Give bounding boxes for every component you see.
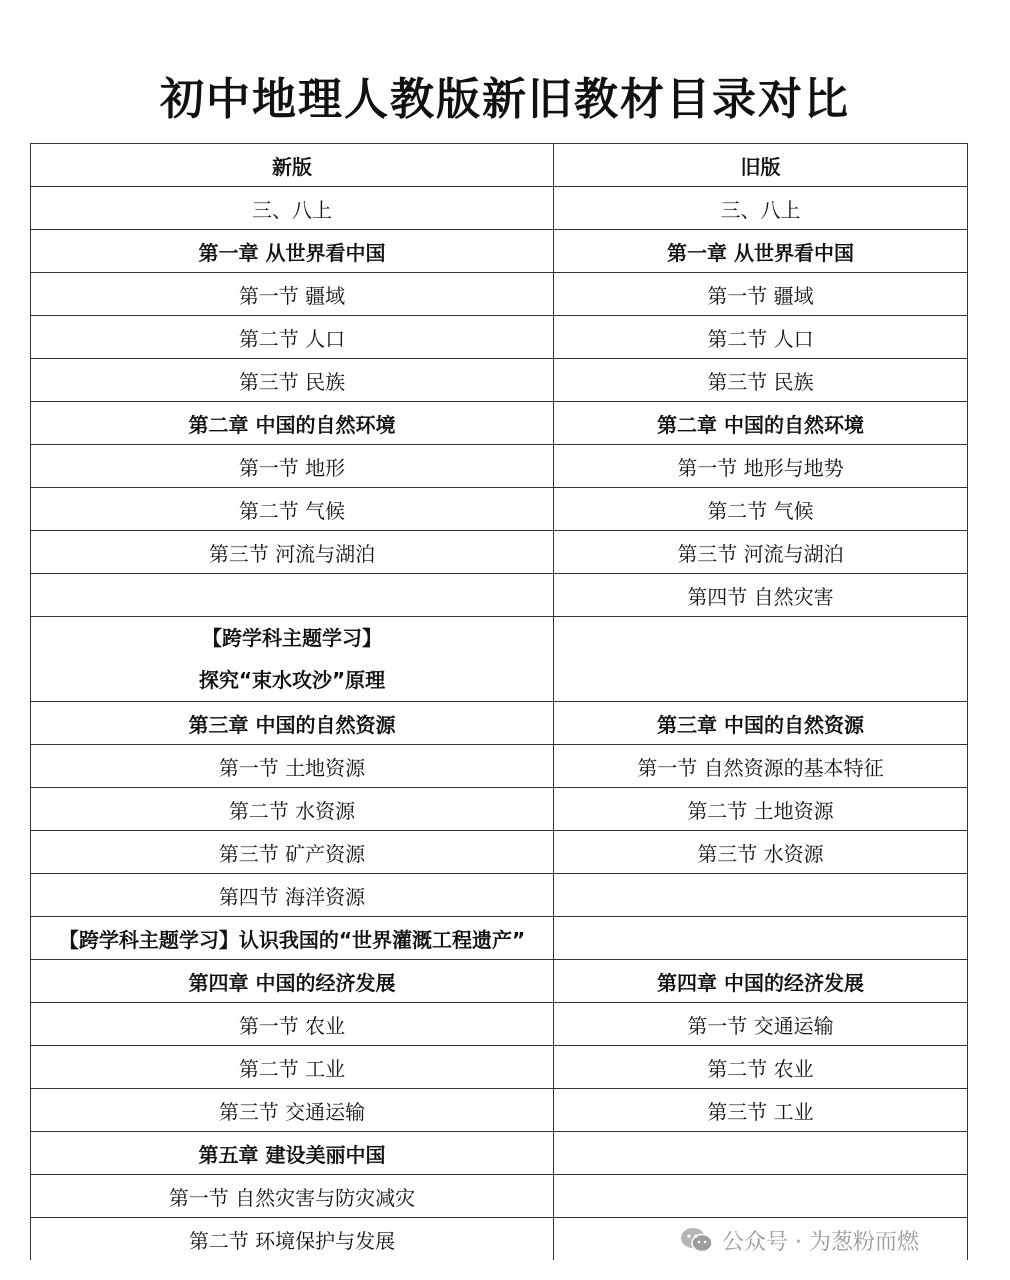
cell-old [554, 917, 968, 960]
table-row [31, 402, 968, 445]
cell-old [554, 1132, 968, 1175]
cell-old: 第三节 水资源 [554, 831, 968, 874]
table-row [31, 917, 968, 960]
table-row [31, 745, 968, 788]
table-row [31, 617, 968, 702]
table-row [31, 960, 968, 1003]
cell-new: 第一节 农业 [31, 1003, 554, 1046]
cell-new: 【跨学科主题学习】认识我国的“世界灌溉工程遗产” [31, 917, 554, 960]
cell-old [554, 617, 968, 702]
table-row [31, 1003, 968, 1046]
cell-old: 第二节 气候 [554, 488, 968, 531]
wechat-icon [680, 1227, 714, 1253]
cell-old: 第一章 从世界看中国 [554, 230, 968, 273]
table-row [31, 187, 968, 230]
cell-new [31, 617, 554, 702]
watermark [680, 1222, 919, 1258]
cell-new: 第三节 河流与湖泊 [31, 531, 554, 574]
cell-old: 第四章 中国的经济发展 [554, 960, 968, 1003]
cell-new: 第三章 中国的自然资源 [31, 702, 554, 745]
cell-old: 第一节 地形与地势 [554, 445, 968, 488]
table-row [31, 316, 968, 359]
cell-new [31, 574, 554, 617]
watermark-text: 公众号 · 为葱粉而燃 [722, 1229, 919, 1255]
cell-old: 第一节 自然资源的基本特征 [554, 745, 968, 788]
header-row [31, 144, 968, 187]
cell-old: 第二节 人口 [554, 316, 968, 359]
cell-old: 第三节 河流与湖泊 [554, 531, 968, 574]
cell-old: 三、八上 [554, 187, 968, 230]
table-row [31, 1175, 968, 1218]
cell-new: 第二节 人口 [31, 316, 554, 359]
cell-old: 第二节 农业 [554, 1046, 968, 1089]
cell-new: 第二节 工业 [31, 1046, 554, 1089]
table-row [31, 1046, 968, 1089]
cell-line: 【跨学科主题学习】 [202, 626, 382, 650]
cell-new: 第二节 水资源 [31, 788, 554, 831]
cell-new: 第四章 中国的经济发展 [31, 960, 554, 1003]
cell-new: 第三节 民族 [31, 359, 554, 402]
cell-old: 第一节 交通运输 [554, 1003, 968, 1046]
table-row [31, 788, 968, 831]
table-row [31, 273, 968, 316]
page-title: 初中地理人教版新旧教材目录对比 [160, 74, 850, 125]
cell-line: 探究“束水攻沙”原理 [198, 668, 386, 692]
cell-new: 第二节 环境保护与发展 [31, 1218, 554, 1261]
cell-new: 三、八上 [31, 187, 554, 230]
table-row [31, 531, 968, 574]
cell-old: 第四节 自然灾害 [554, 574, 968, 617]
cell-new: 第一节 自然灾害与防灾减灾 [31, 1175, 554, 1218]
table-row [31, 445, 968, 488]
table-row [31, 1132, 968, 1175]
cell-old: 第二节 土地资源 [554, 788, 968, 831]
cell-new: 第二节 气候 [31, 488, 554, 531]
table-row [31, 230, 968, 273]
table-row [31, 831, 968, 874]
table-row [31, 574, 968, 617]
table-row [31, 359, 968, 402]
cell-old: 第三节 民族 [554, 359, 968, 402]
cell-new: 第四节 海洋资源 [31, 874, 554, 917]
catalog-comparison-table [30, 143, 968, 1260]
cell-old: 第三章 中国的自然资源 [554, 702, 968, 745]
cell-new: 第一节 土地资源 [31, 745, 554, 788]
cell-new: 第五章 建设美丽中国 [31, 1132, 554, 1175]
cell-new: 第二章 中国的自然环境 [31, 402, 554, 445]
table-row [31, 702, 968, 745]
cell-old: 第三节 工业 [554, 1089, 968, 1132]
table-row [31, 488, 968, 531]
table-row [31, 874, 968, 917]
cell-new: 第一节 疆域 [31, 273, 554, 316]
cell-new: 第三节 交通运输 [31, 1089, 554, 1132]
header-new: 新版 [31, 144, 554, 187]
cell-new: 第一章 从世界看中国 [31, 230, 554, 273]
table-row [31, 1089, 968, 1132]
cell-old: 第一节 疆域 [554, 273, 968, 316]
cell-old [554, 874, 968, 917]
header-old: 旧版 [554, 144, 968, 187]
cell-old [554, 1175, 968, 1218]
cell-new: 第三节 矿产资源 [31, 831, 554, 874]
cell-old: 第二章 中国的自然环境 [554, 402, 968, 445]
cell-new: 第一节 地形 [31, 445, 554, 488]
